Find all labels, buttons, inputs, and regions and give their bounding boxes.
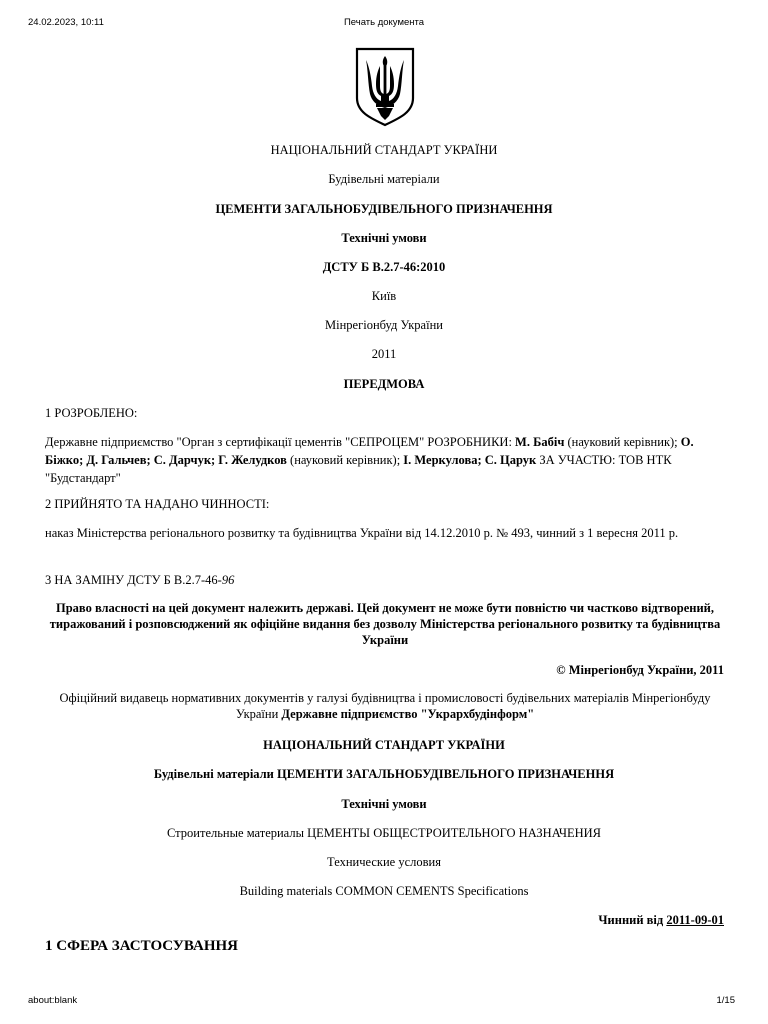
russian-title: Строительные материалы ЦЕМЕНТЫ ОБЩЕСТРОИТЕЛЬНОГО НАЗНАЧЕНИЯ <box>167 826 601 840</box>
english-title: Building materials COMMON CEMENTS Specifications <box>239 884 529 898</box>
publisher-name: Державне підприємство "Укрархбудінформ" <box>281 707 535 721</box>
item3-text <box>45 571 725 589</box>
developer-names-3: І. Меркулова; С. Царук <box>403 453 537 467</box>
item1-part3: (науковий керівник); <box>286 453 404 467</box>
rights-notice: Право власності на цей документ належить державі. Цей документ не може бути повністю чи частково відтворений, тиражований і розповсюджений як офіційне видання без дозволу Міністерства регіонального розвитку та будівництва України <box>49 601 721 647</box>
document-title-2: Будівельні матеріали ЦЕМЕНТИ ЗАГАЛЬНОБУДІВЕЛЬНОГО ПРИЗНАЧЕННЯ <box>153 767 615 781</box>
effective-date: 2011-09-01 <box>666 913 724 927</box>
foreword-heading: ПЕРЕДМОВА <box>343 377 425 391</box>
year: 2011 <box>371 347 397 361</box>
item1-text <box>45 433 725 487</box>
page-number: 1/15 <box>716 995 735 1006</box>
section-1-heading: 1 СФЕРА ЗАСТОСУВАННЯ <box>45 938 238 954</box>
item3-suffix: 96 <box>221 573 235 587</box>
document-title: ЦЕМЕНТИ ЗАГАЛЬНОБУДІВЕЛЬНОГО ПРИЗНАЧЕННЯ <box>215 202 553 216</box>
item1-part4: ЗА УЧАСТЮ: ТОВ НТК "Будстандарт" <box>45 453 672 485</box>
developer-name-1: М. Бабіч <box>515 435 565 449</box>
item1-part2: (науковий керівник); <box>564 435 681 449</box>
standard-code: ДСТУ Б В.2.7-46:2010 <box>322 260 446 274</box>
item1-part1: Державне підприємство "Орган з сертифікації цементів "СЕПРОЦЕМ" РОЗРОБНИКИ: <box>45 435 516 449</box>
copyright: © Мінрегіонбуд України, 2011 <box>556 663 724 677</box>
item2-heading: 2 ПРИЙНЯТО ТА НАДАНО ЧИННОСТІ: <box>45 497 270 511</box>
document-subtitle-2: Технічні умови <box>341 797 427 811</box>
category-label: Будівельні матеріали <box>328 172 440 186</box>
developer-names-2: О. Біжко; Д. Гальчев; С. Дарчук; Г. Желудков <box>45 435 694 467</box>
publisher-note <box>45 690 725 722</box>
print-title: Печать документа <box>343 17 425 28</box>
ministry: Мінрегіонбуд України <box>325 318 443 332</box>
item1-heading: 1 РОЗРОБЛЕНО: <box>45 406 138 420</box>
publisher-text: Офіційний видавець нормативних документів у галузі будівництва і промисловості будівельних матеріалів Мінрегіонбуду України <box>59 691 711 721</box>
russian-subtitle: Технические условия <box>327 855 441 869</box>
national-standard-heading: НАЦІОНАЛЬНИЙ СТАНДАРТ УКРАЇНИ <box>270 143 498 157</box>
print-url: about:blank <box>28 995 78 1006</box>
effective-label: Чинний від <box>598 913 667 927</box>
city: Київ <box>371 289 397 303</box>
document-subtitle: Технічні умови <box>341 231 427 245</box>
item2-text: наказ Міністерства регіонального розвитку та будівництва України від 14.12.2010 р. № 493, чинний з 1 вересня 2011 р. <box>45 526 679 540</box>
coat-of-arms-icon <box>354 46 416 128</box>
national-standard-heading-2: НАЦІОНАЛЬНИЙ СТАНДАРТ УКРАЇНИ <box>263 738 505 752</box>
print-datetime: 24.02.2023, 10:11 <box>28 17 104 28</box>
effective-date-line <box>598 912 724 928</box>
item3-prefix: 3 НА ЗАМІНУ ДСТУ Б В.2.7-46- <box>45 573 222 587</box>
